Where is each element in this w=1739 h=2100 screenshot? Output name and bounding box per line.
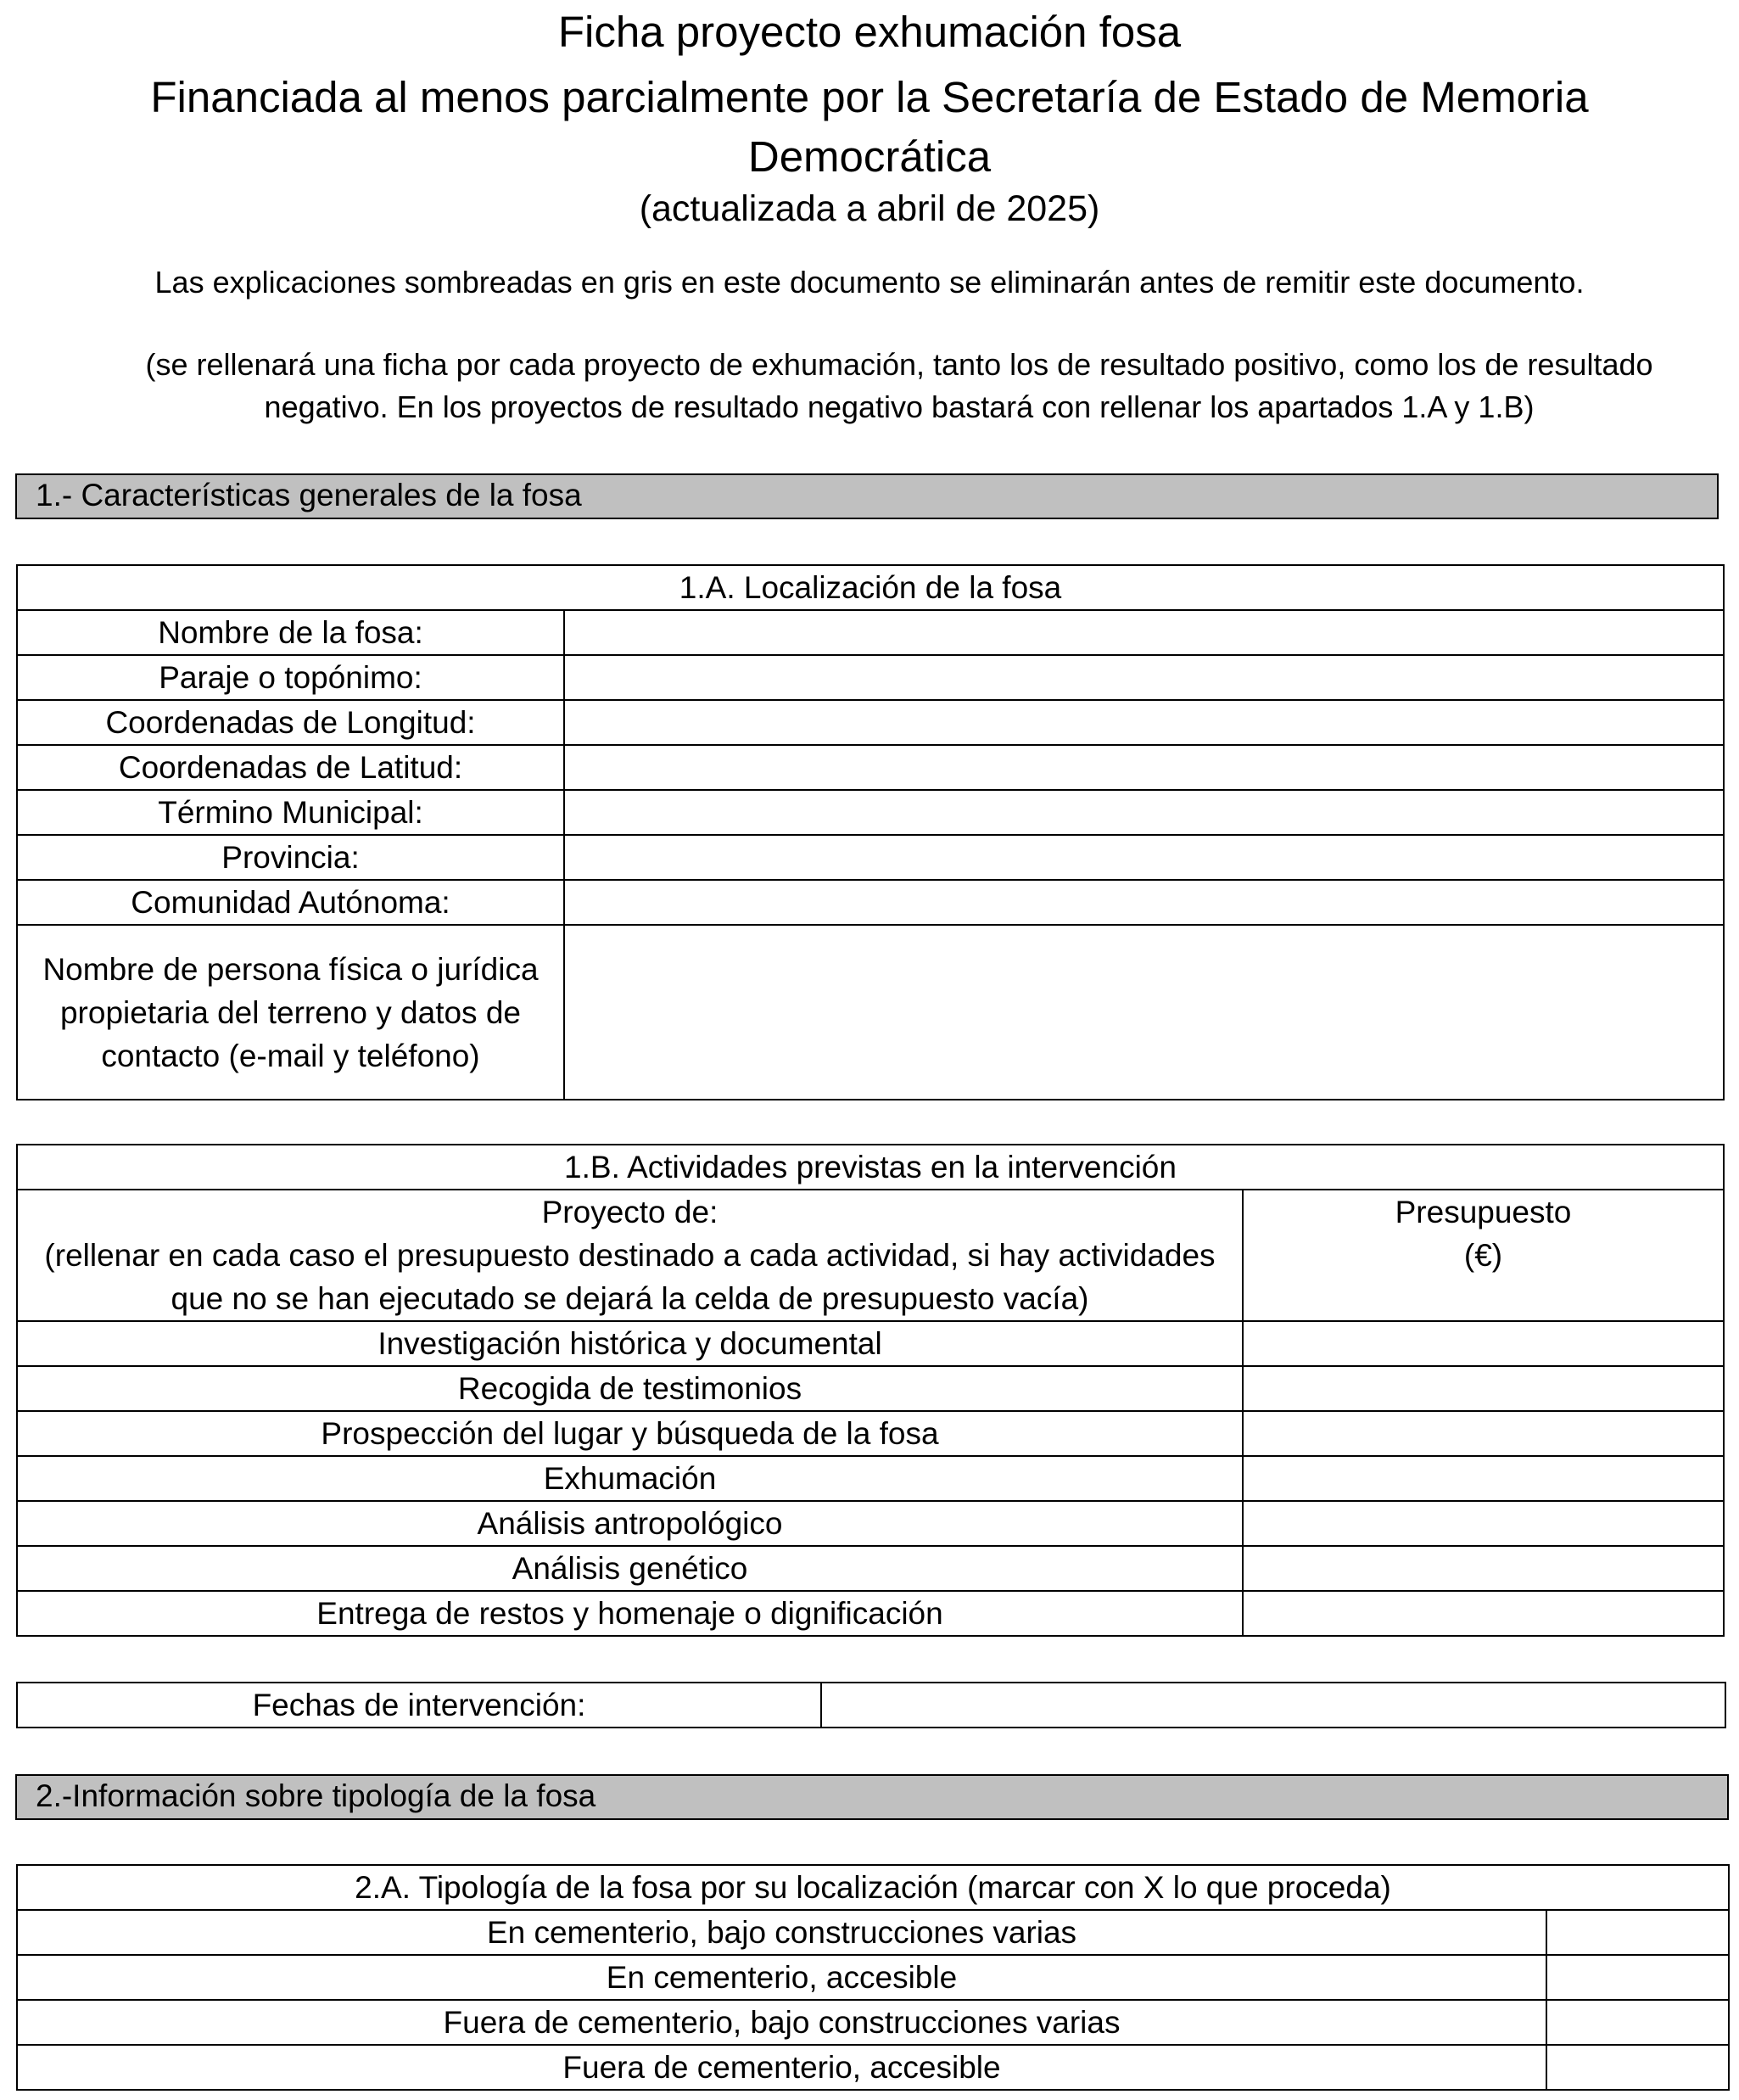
tipologia-label: En cementerio, bajo construcciones varias: [17, 1910, 1546, 1955]
field-label: Coordenadas de Longitud:: [17, 700, 564, 745]
fechas-label: Fechas de intervención:: [17, 1683, 821, 1728]
activity-label: Exhumación: [17, 1456, 1243, 1501]
activity-label: Análisis genético: [17, 1546, 1243, 1591]
budget-input[interactable]: [1243, 1321, 1724, 1366]
field-label: Comunidad Autónoma:: [17, 880, 564, 925]
localizacion-title: 1.A. Localización de la fosa: [17, 565, 1724, 610]
fechas-table: [16, 1682, 1726, 1728]
tipologia-table: [16, 1864, 1730, 2091]
provincia-input[interactable]: [564, 835, 1724, 880]
section-1-header: 1.- Características generales de la fosa: [15, 473, 1719, 519]
field-label: Coordenadas de Latitud:: [17, 745, 564, 790]
actividades-table: [16, 1144, 1725, 1637]
field-label: Paraje o topónimo:: [17, 655, 564, 700]
budget-input[interactable]: [1243, 1501, 1724, 1546]
activity-label: Prospección del lugar y búsqueda de la fosa: [17, 1411, 1243, 1456]
proyecto-header: Proyecto de: (rellenar en cada caso el presupuesto destinado a cada actividad, si hay actividades que no se han ejecutado se dejará la celda de presupuesto vacía): [17, 1190, 1243, 1321]
document-subtitle: Financiada al menos parcialmente por la Secretaría de Estado de Memoria Democrática: [150, 73, 1589, 181]
tipologia-checkbox[interactable]: [1546, 2000, 1729, 2045]
budget-input[interactable]: [1243, 1591, 1724, 1636]
longitud-input[interactable]: [564, 700, 1724, 745]
localizacion-table: [16, 564, 1725, 1100]
tipologia-label: En cementerio, accesible: [17, 1955, 1546, 2000]
activity-label: Análisis antropológico: [17, 1501, 1243, 1546]
instructions-note: (se rellenará una ficha por cada proyecto de exhumación, tanto los de resultado positivo, como los de resultado negativo. En los proyectos de resultado negativo bastará con rellenar los apartados 1.A y 1.B): [145, 347, 1653, 424]
document-date: (actualizada a abril de 2025): [639, 188, 1100, 229]
budget-input[interactable]: [1243, 1456, 1724, 1501]
fechas-input[interactable]: [821, 1683, 1725, 1728]
tipologia-checkbox[interactable]: [1546, 1910, 1729, 1955]
actividades-title: 1.B. Actividades previstas en la intervención: [17, 1145, 1724, 1190]
field-label: Término Municipal:: [17, 790, 564, 835]
budget-input[interactable]: [1243, 1411, 1724, 1456]
field-label: Provincia:: [17, 835, 564, 880]
activity-label: Entrega de restos y homenaje o dignificación: [17, 1591, 1243, 1636]
document-title: Ficha proyecto exhumación fosa: [557, 8, 1182, 56]
field-label: Nombre de persona física o jurídica propietaria del terreno y datos de contacto (e-mail y teléfono): [17, 925, 564, 1100]
tipologia-checkbox[interactable]: [1546, 2045, 1729, 2090]
paraje-input[interactable]: [564, 655, 1724, 700]
propietario-input[interactable]: [564, 925, 1724, 1100]
tipologia-checkbox[interactable]: [1546, 1955, 1729, 2000]
presupuesto-header: Presupuesto (€): [1243, 1190, 1724, 1321]
tipologia-label: Fuera de cementerio, accesible: [17, 2045, 1546, 2090]
budget-input[interactable]: [1243, 1366, 1724, 1411]
nombre-fosa-input[interactable]: [564, 610, 1724, 655]
comunidad-autonoma-input[interactable]: [564, 880, 1724, 925]
termino-municipal-input[interactable]: [564, 790, 1724, 835]
latitud-input[interactable]: [564, 745, 1724, 790]
section-2-header: 2.-Información sobre tipología de la fosa: [15, 1774, 1729, 1820]
gray-note: Las explicaciones sombreadas en gris en este documento se eliminarán antes de remitir este documento.: [154, 265, 1585, 300]
activity-label: Recogida de testimonios: [17, 1366, 1243, 1411]
tipologia-label: Fuera de cementerio, bajo construcciones varias: [17, 2000, 1546, 2045]
field-label: Nombre de la fosa:: [17, 610, 564, 655]
tipologia-title: 2.A. Tipología de la fosa por su localización (marcar con X lo que proceda): [17, 1865, 1729, 1910]
activity-label: Investigación histórica y documental: [17, 1321, 1243, 1366]
budget-input[interactable]: [1243, 1546, 1724, 1591]
